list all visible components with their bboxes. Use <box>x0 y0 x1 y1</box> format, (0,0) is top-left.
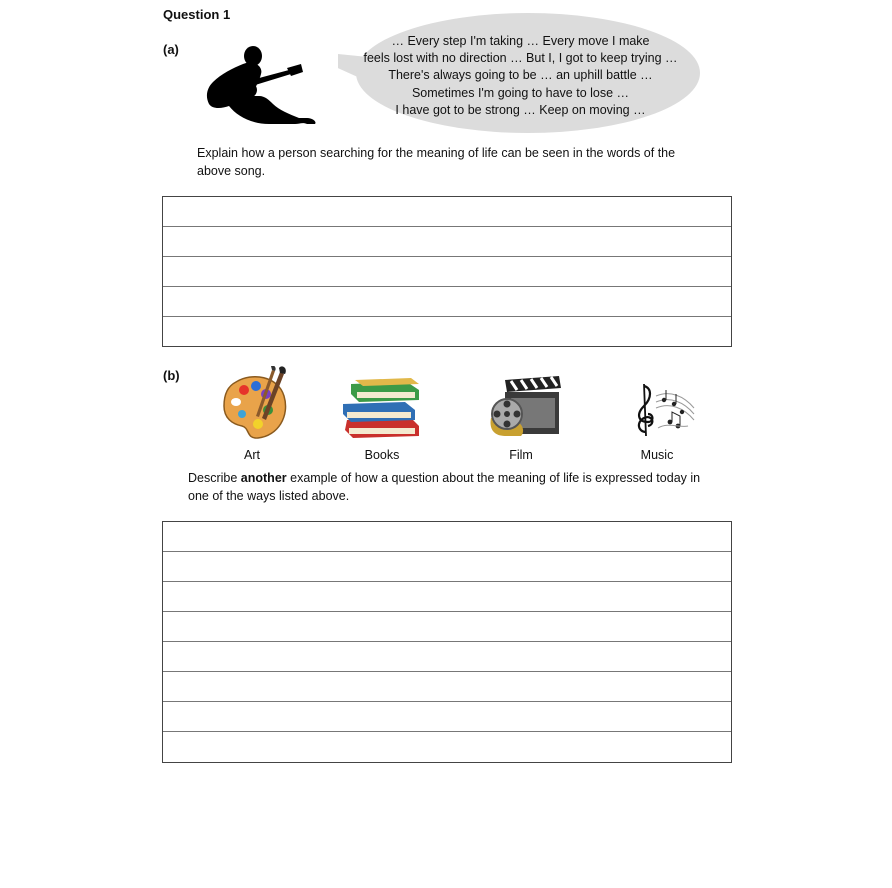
answer-line[interactable] <box>163 642 731 672</box>
lyric-line: There's always going to be … an uphill battle … <box>388 68 653 83</box>
answer-line[interactable] <box>163 227 731 257</box>
caption-music: Music <box>640 448 674 462</box>
answer-line[interactable] <box>163 702 731 732</box>
question-heading: Question 1 <box>163 7 231 22</box>
song-lyrics <box>338 33 703 119</box>
answer-box-b[interactable] <box>162 521 732 763</box>
lyric-line: I have got to be strong … Keep on moving … <box>395 102 646 117</box>
answer-line[interactable] <box>163 197 731 227</box>
answer-line[interactable] <box>163 257 731 287</box>
question-text: Describe <box>188 471 241 485</box>
answer-line[interactable] <box>163 287 731 317</box>
part-a-label: (a) <box>163 42 179 57</box>
answer-line[interactable] <box>163 582 731 612</box>
part-b-label: (b) <box>163 368 180 383</box>
question-emphasis: another <box>240 471 287 485</box>
answer-line[interactable] <box>163 612 731 642</box>
paint-palette-icon <box>222 366 292 440</box>
music-notes-icon <box>630 382 698 438</box>
answer-line[interactable] <box>163 552 731 582</box>
book-stack-icon <box>341 378 423 440</box>
answer-box-a[interactable] <box>162 196 732 347</box>
caption-art: Art <box>244 448 260 462</box>
lyric-line: feels lost with no direction … But I, I got to keep trying … <box>363 51 678 66</box>
film-reel-icon <box>487 376 563 438</box>
lyric-line: Sometimes I'm going to have to lose … <box>411 85 630 100</box>
question-text: example of how a question about the meaning of life is expressed today in one of the ways listed above. <box>188 471 701 503</box>
part-b-question <box>188 470 718 505</box>
part-a-question: Explain how a person searching for the meaning of life can be seen in the words of the above song. <box>197 146 676 178</box>
answer-line[interactable] <box>163 317 731 347</box>
lyric-line: … Every step I'm taking … Every move I make <box>391 34 650 48</box>
caption-books: Books <box>364 448 400 462</box>
answer-line[interactable] <box>163 522 731 552</box>
caption-film: Film <box>509 448 533 462</box>
guitarist-silhouette-icon <box>203 44 321 130</box>
answer-line[interactable] <box>163 672 731 702</box>
answer-line[interactable] <box>163 732 731 762</box>
